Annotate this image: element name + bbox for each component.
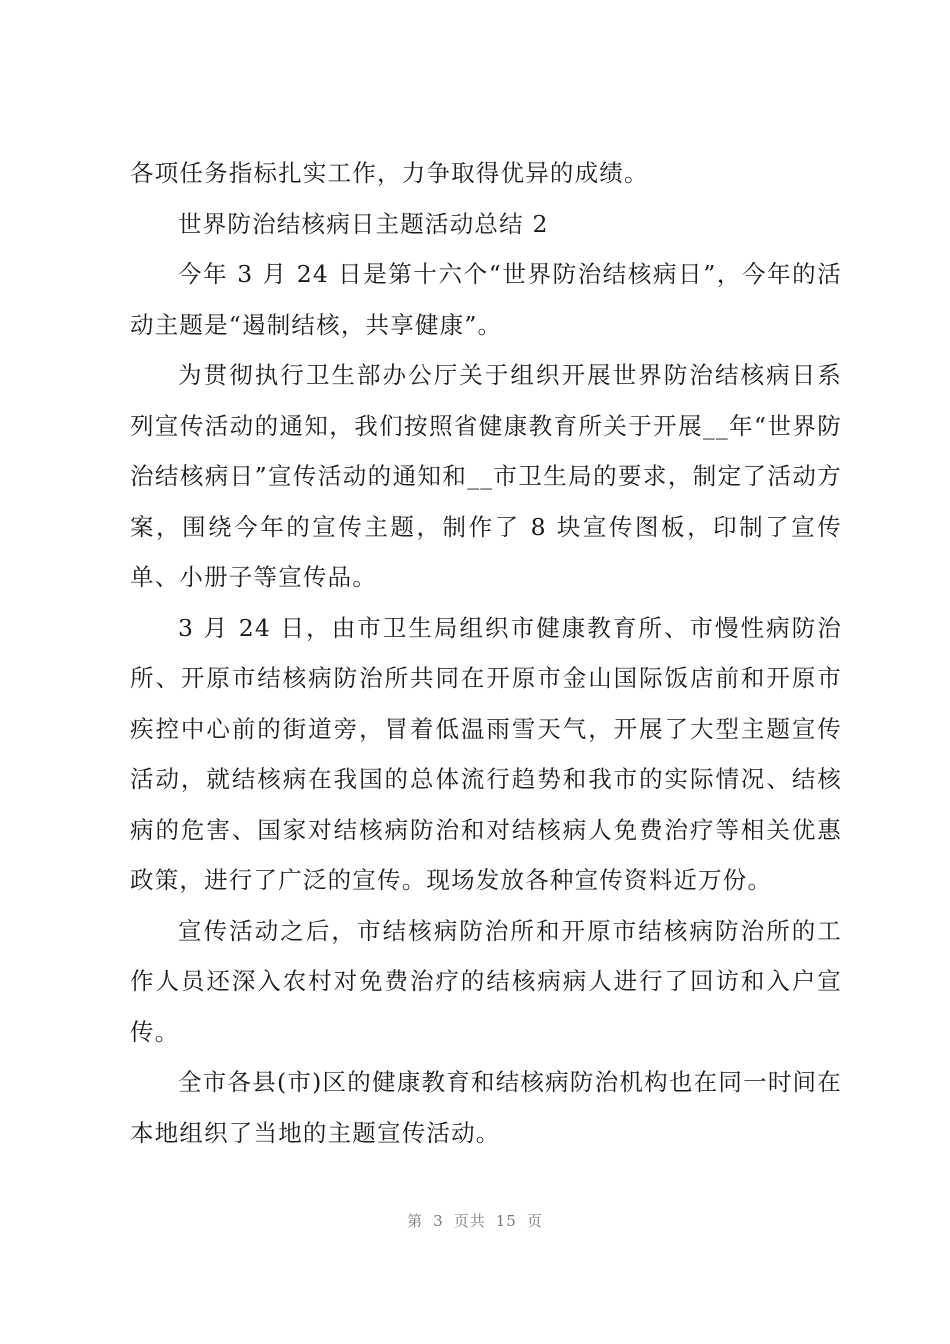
page-footer <box>0 1210 950 1231</box>
paragraph-1: 各项任务指标扎实工作，力争取得优异的成绩。 <box>130 159 649 187</box>
paragraph-2: 今年 3 月 24 日是第十六个“世界防治结核病日”，今年的活动主题是“遏制结核，共享健康”。 <box>130 260 842 339</box>
paragraph-5: 宣传活动之后，市结核病防治所和开原市结核病防治所的工作人员还深入农村对免费治疗的结核病病人进行了回访和入户宣传。 <box>130 916 842 1046</box>
section-heading: 世界防治结核病日主题活动总结 2 <box>178 209 549 238</box>
footer-suffix: 页 <box>526 1212 543 1230</box>
paragraph-6: 全市各县(市)区的健康教育和结核病防治机构也在同一时间在本地组织了当地的主题宣传活动。 <box>130 1068 842 1147</box>
footer-middle: 页共 <box>453 1212 486 1230</box>
current-page-number: 3 <box>433 1212 444 1230</box>
footer-prefix: 第 <box>407 1212 424 1230</box>
total-pages-number: 15 <box>495 1212 517 1230</box>
paragraph-4: 3 月 24 日，由市卫生局组织市健康教育所、市慢性病防治所、开原市结核病防治所共同在开原市金山国际饭店前和开原市疾控中心前的街道旁，冒着低温雨雪天气，开展了大型主题宣传活动，就结核病在我国的总体流行趋势和我市的实际情况、结核病的危害、国家对结核病防治和对结核病人免费治疗等相关优惠政策，进行了广泛的宣传。现场发放各种宣传资料近万份。 <box>130 613 842 894</box>
document-body <box>130 148 842 1158</box>
paragraph-3: 为贯彻执行卫生部办公厅关于组织开展世界防治结核病日系列宣传活动的通知，我们按照省健康教育所关于开展__年“世界防治结核病日”宣传活动的通知和__市卫生局的要求，制定了活动方案，围绕今年的宣传主题，制作了 8 块宣传图板，印制了宣传单、小册子等宣传品。 <box>130 361 842 591</box>
